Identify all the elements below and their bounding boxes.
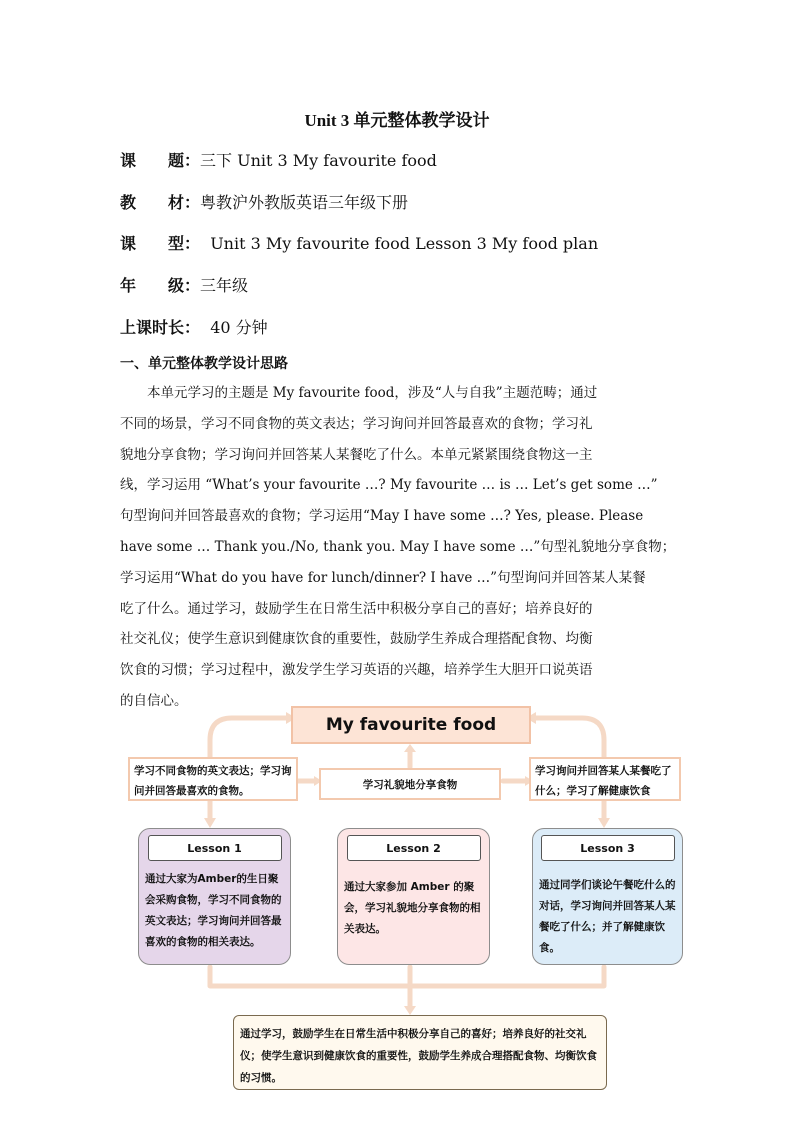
arrowhead-right-lesson3 xyxy=(598,818,610,828)
lesson-1-title: Lesson 1 xyxy=(148,835,282,861)
body-line: 社交礼仪；使学生意识到健康饮食的重要性，鼓励学生养成合理搭配食物、均衡 xyxy=(120,631,593,648)
lesson-1-description: 通过大家为Amber的生日聚会采购食物，学习不同食物的英文表达；学习询问并回答最喜欢的食物的相关表达。 xyxy=(145,873,282,948)
lesson-card-1 xyxy=(138,828,291,965)
arrowhead-middle-title xyxy=(404,744,416,752)
left-goal-box: 学习不同食物的英文表达；学习询问并回答最喜欢的食物。 xyxy=(128,757,298,801)
connector-right-title xyxy=(536,718,604,757)
page-title: Unit 3 单元整体教学设计 xyxy=(304,111,490,130)
meta-material xyxy=(120,190,408,213)
right-goal-box: 学习询问并回答某人某餐吃了什么；学习了解健康饮食 xyxy=(529,757,681,801)
body-paragraph xyxy=(120,378,676,717)
lesson-2-description: 通过大家参加 Amber 的聚会，学习礼貌地分享食物的相关表达。 xyxy=(344,881,481,935)
meta-grade xyxy=(120,273,248,296)
section-heading: 一、单元整体教学设计思路 xyxy=(120,356,288,372)
connector-left-title xyxy=(210,718,286,757)
material-value: 粤教沪外教版英语三年级下册 xyxy=(200,193,409,212)
connector-lessons-bracket xyxy=(210,967,604,986)
lesson-card-3 xyxy=(532,828,683,965)
body-line: 本单元学习的主题是 My favourite food，涉及“人与自我”主题范畴；通过 xyxy=(120,385,598,401)
meta-type xyxy=(120,231,598,254)
topic-label: 课 题： xyxy=(120,151,201,170)
lesson-card-2 xyxy=(337,828,490,965)
arrowhead-left-lesson1 xyxy=(204,818,216,828)
topic-value: 三下 Unit 3 My favourite food xyxy=(200,151,437,170)
body-line: 貌地分享食物；学习询问并回答某人某餐吃了什么。本单元紧紧围绕食物这一主 xyxy=(120,446,593,463)
body-line: have some … Thank you./No, thank you. May I have some …”句型礼貌地分享食物； xyxy=(120,538,676,555)
body-line: 线，学习运用 “What’s your favourite …? My favourite … is … Let’s get some …” xyxy=(120,477,658,494)
type-label: 课 型： xyxy=(120,234,201,253)
grade-value: 三年级 xyxy=(200,276,249,295)
lesson-3-title: Lesson 3 xyxy=(541,835,675,861)
lesson-3-description: 通过同学们谈论午餐吃什么的对话，学习询问并回答某人某餐吃了什么；并了解健康饮食。 xyxy=(539,879,676,954)
body-line: 不同的场景，学习不同食物的英文表达；学习询问并回答最喜欢的食物；学习礼 xyxy=(120,415,593,432)
body-line: 的自信心。 xyxy=(120,692,188,709)
body-line: 句型询问并回答最喜欢的食物；学习运用“May I have some …? Yes, please. Please xyxy=(120,508,644,525)
diagram-main-title: My favourite food xyxy=(291,706,531,744)
type-value: Unit 3 My favourite food Lesson 3 My food plan xyxy=(200,234,599,253)
grade-label: 年 级： xyxy=(120,276,201,295)
meta-topic xyxy=(120,148,437,171)
arrowhead-summary xyxy=(404,1006,416,1015)
material-label: 教 材： xyxy=(120,193,201,212)
body-line: 饮食的习惯；学习过程中，激发学生学习英语的兴趣，培养学生大胆开口说英语 xyxy=(120,662,593,679)
duration-label: 上课时长： xyxy=(120,318,201,337)
summary-box: 通过学习，鼓励学生在日常生活中积极分享自己的喜好；培养良好的社交礼仪；使学生意识到健康饮食的重要性，鼓励学生养成合理搭配食物、均衡饮食的习惯。 xyxy=(233,1015,607,1090)
lesson-2-title: Lesson 2 xyxy=(347,835,481,861)
duration-value: 40 分钟 xyxy=(200,318,268,337)
middle-goal-box: 学习礼貌地分享食物 xyxy=(319,768,501,800)
meta-duration xyxy=(120,315,268,338)
body-line: 吃了什么。通过学习，鼓励学生在日常生活中积极分享自己的喜好；培养良好的 xyxy=(120,600,593,617)
body-line: 学习运用“What do you have for lunch/dinner? I have …”句型询问并回答某人某餐 xyxy=(120,569,646,586)
